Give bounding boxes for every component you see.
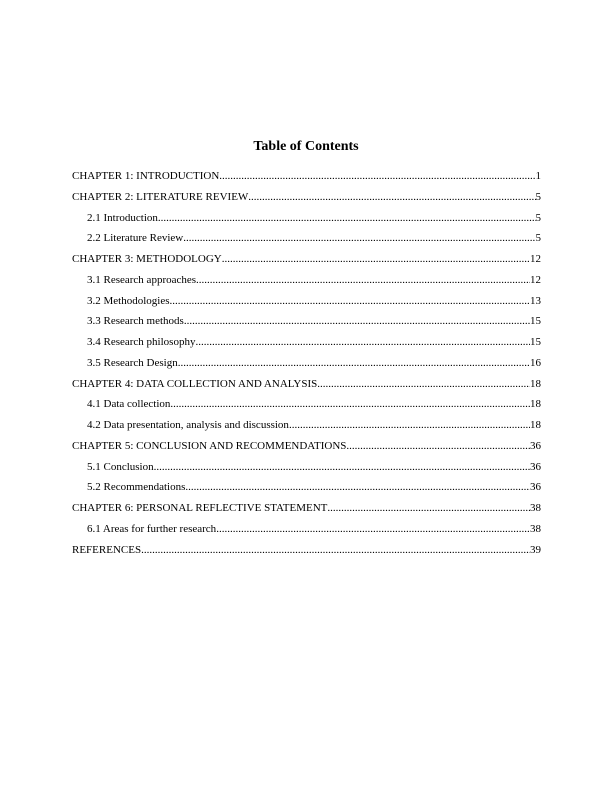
- toc-entry-page: 38: [530, 502, 541, 514]
- toc-entry-label: 5.1 Conclusion: [87, 460, 154, 473]
- toc-entry-page: 1: [535, 170, 541, 182]
- toc-dot-leader: [346, 436, 530, 457]
- toc-entry-page: 39: [530, 543, 541, 556]
- toc-entry-page: 13: [530, 294, 541, 307]
- toc-dot-leader: [327, 498, 530, 519]
- toc-entry-label: 6.1 Areas for further research: [87, 522, 217, 535]
- toc-entry-label: CHAPTER 6: PERSONAL REFLECTIVE STATEMENT: [72, 502, 328, 514]
- toc-dot-leader: [170, 291, 531, 312]
- toc-entry-page: 38: [530, 522, 541, 535]
- toc-entry-2-2[interactable]: [72, 228, 541, 249]
- toc-entry-chapter-2[interactable]: [72, 187, 541, 208]
- toc-title: Table of Contents: [253, 139, 359, 154]
- toc-entry-label: CHAPTER 3: METHODOLOGY: [72, 253, 222, 265]
- toc-dot-leader: [158, 208, 536, 229]
- toc-dot-leader: [196, 270, 530, 291]
- toc-entry-label: 3.4 Research philosophy: [87, 336, 196, 348]
- toc-entry-label: CHAPTER 5: CONCLUSION AND RECOMMENDATIONS: [72, 439, 347, 452]
- toc-entry-label: CHAPTER 4: DATA COLLECTION AND ANALYSIS: [72, 377, 318, 390]
- toc-entry-label: 4.1 Data collection: [87, 398, 171, 411]
- toc-entry-label: CHAPTER 2: LITERATURE REVIEW: [72, 190, 249, 203]
- toc-entry-page: 12: [530, 273, 541, 286]
- toc-entry-page: 15: [530, 336, 541, 348]
- toc-dot-leader: [248, 187, 535, 208]
- toc-entry-label: 3.5 Research Design: [87, 356, 178, 369]
- toc-entry-3-3[interactable]: [72, 311, 541, 332]
- toc-entry-page: 36: [530, 439, 541, 452]
- toc-dot-leader: [170, 394, 530, 415]
- toc-dot-leader: [219, 166, 535, 187]
- toc-entry-chapter-3[interactable]: [72, 249, 541, 270]
- toc-dot-leader: [317, 374, 530, 395]
- toc-entry-page: 5: [535, 190, 541, 203]
- toc-entry-label: 2.1 Introduction: [87, 211, 158, 224]
- toc-dot-leader: [178, 353, 530, 374]
- toc-dot-leader: [183, 228, 535, 249]
- toc-entry-chapter-4[interactable]: [72, 374, 541, 395]
- toc-entry-page: 15: [530, 315, 541, 328]
- toc-entry-label: 3.3 Research methods: [87, 315, 184, 328]
- toc-dot-leader: [222, 249, 530, 270]
- toc-dot-leader: [289, 415, 530, 436]
- toc-dot-leader: [216, 519, 530, 540]
- toc-entry-label: 3.1 Research approaches: [87, 273, 197, 286]
- toc-entry-page: 16: [530, 356, 541, 369]
- toc-entry-page: 5: [535, 232, 541, 245]
- toc-entry-chapter-1[interactable]: [72, 166, 541, 187]
- toc-entry-label: 4.2 Data presentation, analysis and discussion: [87, 419, 289, 431]
- toc-entry-label: 2.2 Literature Review: [87, 232, 184, 245]
- toc-dot-leader: [141, 540, 530, 561]
- toc-entry-page: 36: [530, 460, 541, 473]
- toc-entry-chapter-6[interactable]: [72, 498, 541, 519]
- toc-entry-label: 3.2 Methodologies: [87, 294, 170, 307]
- toc-entry-page: 36: [530, 481, 541, 494]
- toc-entry-3-2[interactable]: [72, 291, 541, 312]
- toc-entry-page: 18: [530, 419, 541, 431]
- toc-entry-chapter-5[interactable]: [72, 436, 541, 457]
- toc-entry-label: REFERENCES: [72, 543, 142, 556]
- toc-entry-page: 18: [530, 377, 541, 390]
- toc-entry-3-1[interactable]: [72, 270, 541, 291]
- toc-entry-page: 18: [530, 398, 541, 411]
- toc-entry-3-5[interactable]: [72, 353, 541, 374]
- toc-entry-6-1[interactable]: [72, 519, 541, 540]
- toc-entry-label: 5.2 Recommendations: [87, 481, 186, 494]
- toc-entry-5-2[interactable]: [72, 477, 541, 498]
- toc-entry-4-2[interactable]: [72, 415, 541, 436]
- toc-entry-page: 12: [530, 253, 541, 265]
- toc-entry-3-4[interactable]: [72, 332, 541, 353]
- toc-dot-leader: [184, 311, 530, 332]
- toc-entry-5-1[interactable]: [72, 457, 541, 478]
- toc-entry-references[interactable]: [72, 540, 541, 561]
- toc-dot-leader: [195, 332, 530, 353]
- toc-dot-leader: [185, 477, 530, 498]
- toc-entry-page: 5: [535, 211, 541, 224]
- toc-entry-4-1[interactable]: [72, 394, 541, 415]
- toc-list: [72, 166, 541, 560]
- toc-entry-label: CHAPTER 1: INTRODUCTION: [72, 170, 220, 182]
- toc-dot-leader: [154, 457, 530, 478]
- toc-entry-2-1[interactable]: [72, 208, 541, 229]
